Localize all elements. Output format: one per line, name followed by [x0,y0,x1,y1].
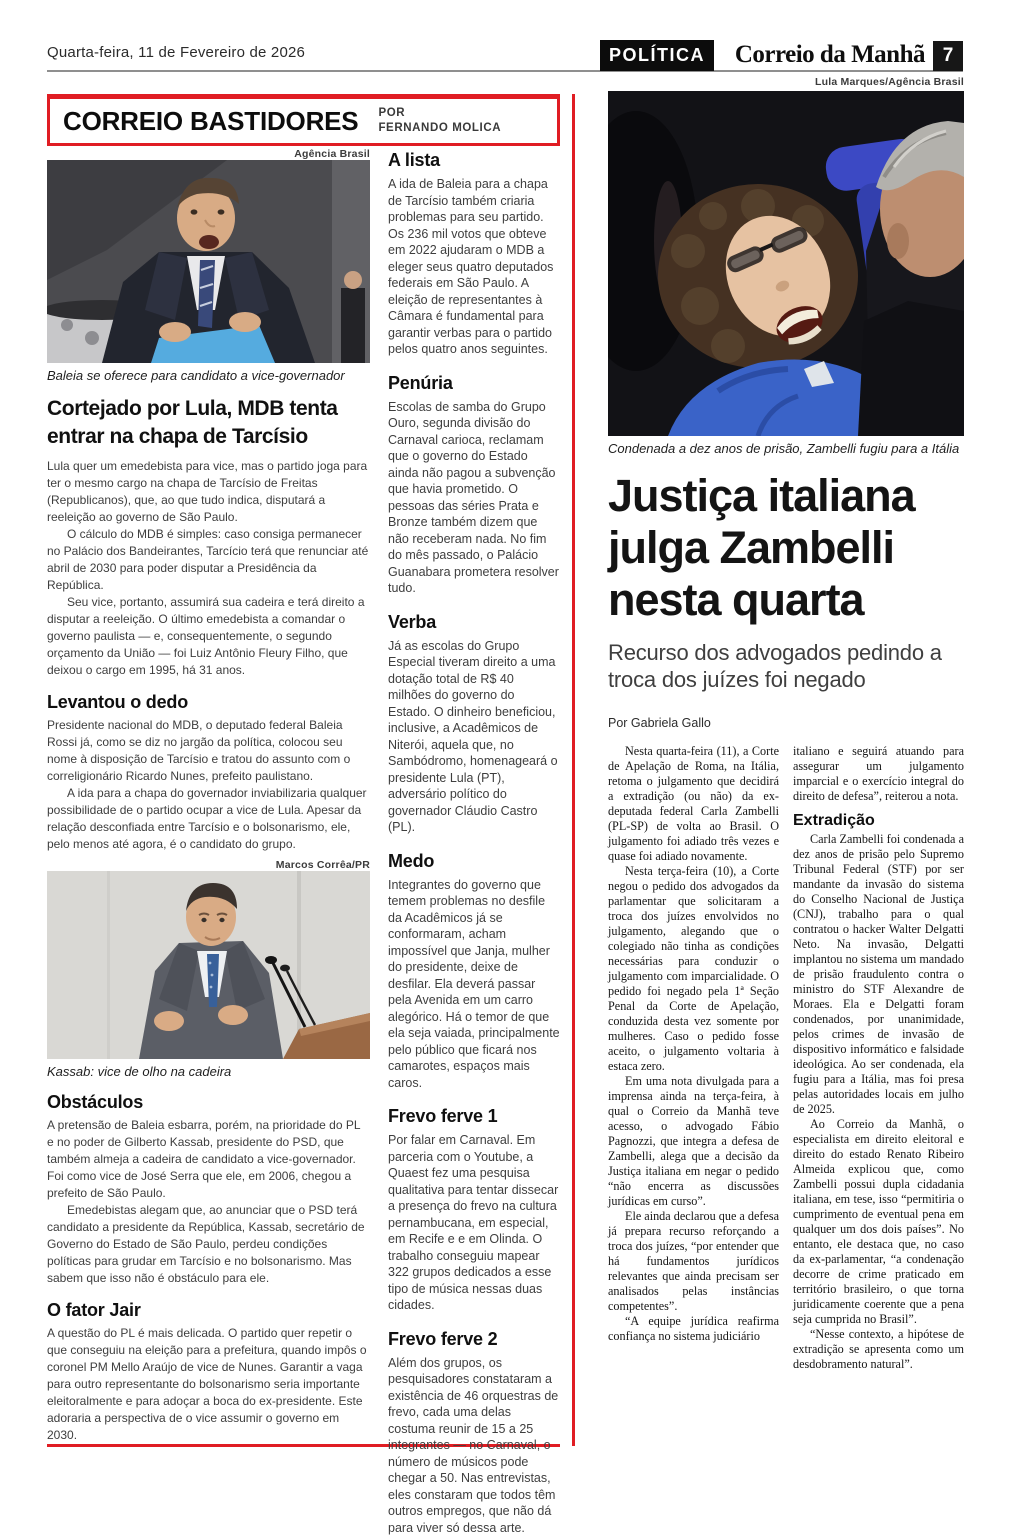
zambelli-column-1 [608,744,779,1372]
article-paragraph: Ao Correio da Manhã, o especialista em direito eleitoral e direito do estado Renato Ribeiro Almeida explicou que, como Zambelli possui dupla cidadania italiana, em tese, isso “permitiria o cumprimento de eventual pena em qualquer um dos dois países”. No entanto, ele destaca que, no caso da ex-parlamentar, “a condenação decorre de crime praticado em território brasileiro, o que torna juridicamente coerente que a pena seja cumprida no Brasil”. [793,1117,964,1327]
byline-prefix: POR [378,106,501,121]
zambelli-subtitle: Recurso dos advogados pedindo a troca dos juízes foi negado [608,639,964,694]
photo-credit: Marcos Corrêa/PR [47,859,370,871]
article-paragraph: “Nesse contexto, a hipótese de extradição se apresenta como um desdobramento natural”. [793,1327,964,1372]
bastidores-title: CORREIO BASTIDORES [63,106,358,137]
note-text: A ida de Baleia para a chapa de Tarcísio também criaria problemas para seu partido. Os 236 mil votos que obteve em 2022 ajudaram o MDB a eleger seus quatro deputados federais em São Paulo. A eleição de representantes à Câmara é fundamental para garantir verbas para o partido pelos quatro anos seguintes. [388,176,560,358]
article-paragraph: Ele ainda declarou que a defesa já prepara recurso reforçando a troca dos juízes, “por entender que há fundamentos jurídicos relevantes que ainda precisam ser analisados pelas instâncias competentes”. [608,1209,779,1314]
bastidores-notes-column [388,148,560,1536]
section-paragraph: A ida para a chapa do governador inviabilizaria qualquer possibilidade de o partido ocupar a vice de Lula. Apesar da relação desconfiada entre Tarcísio e o bolsonarismo, ele, pelo menos até agora, é o candidato do grupo. [47,785,370,853]
article-paragraph: Em uma nota divulgada para a imprensa ainda na terça-feira, à qual o Correio da Manhã teve acesso, o advogado Fábio Pagnozzi, que integra a defesa de Zambelli, alega que a decisão da Justiça italiana em negar o pedido “não encerra as discussões jurídicas em curso”. [608,1074,779,1209]
article-paragraph: “A equipe jurídica reafirma confiança no sistema judiciário [608,1314,779,1344]
article-paragraph: Carla Zambelli foi condenada a dez anos de prisão pelo Supremo Tribunal Federal (STF) por ser mandante da invasão do sistema do Conselho Nacional de Justiça (CNJ), trabalho para o qual contratou o hacker Walter Delgatti Neto. Na invasão, Delgatti implantou no sistema um mandado de prisão fraudulento contra o ministro do STF Alexandre de Moraes. Ela e Delgatti foram condenados, por unanimidade, pelos crimes de invasão de dispositivo informático e falsidade ideológica. Ao ser condenada, ela fugiu para a Itália, mas foi presa pelas autoridades locais em julho de 2025. [793,832,964,1117]
note-text: Além dos grupos, os pesquisadores constataram a existência de 46 orquestras de frevo, cada uma delas costuma reunir de 15 a 25 integrantes — no Carnaval, o número de músicos pode chegar a 50. Nas entrevistas, eles constaram que todos têm outros empregos, que não dá para viver só dessa arte. [388,1355,560,1536]
newspaper-masthead: Correio da Manhã [700,41,925,69]
note-text: Integrantes do governo que temem problemas no desfile da Acadêmicos já se conformaram, acham impossível que Janja, mulher do presidente, deixe de desfilar. Ela deverá passar pela Avenida em um carro alegórico. Há o temor de que ela seja vaiada, principalmente pelo público que ficará nos camarotes, espaços mais caros. [388,877,560,1092]
section-paragraph: Emedebistas alegam que, ao anunciar que o PSD terá candidato a presidente da República, Kassab, secretário de Governo do Estado de São Paulo, perdeu condições políticas para grudar em Tarcísio e no bolsonarismo. Mas sabem que isso não é obstáculo para ele. [47,1202,370,1287]
subheading-extradicao: Extradição [793,813,964,828]
note-text: Já as escolas do Grupo Especial tiveram direito a uma dotação total de R$ 40 milhões do governo do Estado. O dinheiro beneficiou, inclusive, a Acadêmicos de Niterói, aquela que, no Sambódromo, homenageará o presidente Lula (PT), adversário político do governador Cláudio Castro (PL). [388,638,560,836]
note-heading-penuria: Penúria [388,373,560,394]
note-heading-frevo-2: Frevo ferve 2 [388,1329,560,1350]
lead-paragraph: Lula quer um emedebista para vice, mas o partido joga para ter o mesmo cargo na chapa de Tarcísio de Freitas (Republicanos), que, ao que tudo indica, disputará a reeleição ao governo de São Paulo. [47,458,370,526]
bastidores-byline [378,106,501,136]
page-number: 7 [933,41,963,71]
photo-kassab-caption: Kassab: vice de olho na cadeira [47,1064,370,1079]
photo-kassab [47,871,370,1059]
article-paragraph: Nesta quarta-feira (11), a Corte de Apelação de Roma, na Itália, retoma o julgamento que decidirá a extradição (ou não) da ex-deputada federal Carla Zambelli (PL-SP) de volta ao Brasil. O julgamento foi adiado três vezes e quase foi adiado novamente. [608,744,779,864]
zambelli-column-2 [793,744,964,1372]
article-paragraph: Nesta terça-feira (10), a Corte negou o pedido dos advogados da parlamentar que solicitaram a troca dos juízes envolvidos no julgamento, alegando que o colegiado não tinha as condições necessárias para conduzir o julgamento com imparcialidade. O pedido foi negado pela 1ª Seção Penal da Corte de Apelação, conduzida desta vez somente por mulheres. Caso o pedido fosse aceito, o julgamento voltaria à estaca zero. [608,864,779,1074]
page-date: Quarta-feira, 11 de Fevereiro de 2026 [47,44,305,61]
header-rule [47,70,963,72]
photo-baleia-caption: Baleia se oferece para candidato a vice-governador [47,368,370,383]
photo-baleia [47,160,370,363]
zambelli-byline: Por Gabriela Gallo [608,716,964,730]
photo-credit: Agência Brasil [47,148,370,160]
note-text: Por falar em Carnaval. Em parceria com o Youtube, a Quaest fez uma pesquisa qualitativa para tentar dissecar a presença do frevo na cultura pernambucana, em especial, em Recife e e em Olinda. O trabalho conseguiu mapear 322 grupos dedicados a esse tipo de música nessas duas cidades. [388,1132,560,1314]
bastidores-title-frame [47,94,560,146]
photo-credit: Lula Marques/Agência Brasil [608,76,964,88]
note-heading-frevo-1: Frevo ferve 1 [388,1106,560,1127]
photo-zambelli [608,91,964,436]
note-heading-medo: Medo [388,851,560,872]
section-heading-fator-jair: O fator Jair [47,1300,370,1321]
lead-paragraph: Seu vice, portanto, assumirá sua cadeira e terá direito a disputar a reeleição. O último emedebista a comandar o governo paulista — e, consequentemente, o segundo orçamento da União — foi Luiz Antônio Fleury Filho, que deixou o cargo em 1995, há 31 anos. [47,594,370,679]
byline-name: FERNANDO MOLICA [378,121,501,136]
section-paragraph: A pretensão de Baleia esbarra, porém, na prioridade do PL e no poder de Gilberto Kassab, presidente do PSD, que também almeja a cadeira de candidato a vice-governador. Foi como vice de José Serra que ele, em 2006, chegou a prefeito de São Paulo. [47,1117,370,1202]
photo-zambelli-caption: Condenada a dez anos de prisão, Zambelli fugiu para a Itália [608,441,964,456]
note-text: Escolas de samba do Grupo Ouro, segunda divisão do Carnaval carioca, reclamam que o governo do Estado ainda não pagou a subvenção que havia prometido. O pessoas das séries Prata e Bronze também dizem que não receberam nada. No fim do mês passado, o Palácio Guanabara prometera resolver tudo. [388,399,560,597]
section-heading-obstaculos: Obstáculos [47,1092,370,1113]
bastidores-headline: Cortejado por Lula, MDB tenta entrar na chapa de Tarcísio [47,395,370,450]
section-paragraph: A questão do PL é mais delicada. O partido quer repetir o que conseguiu na eleição para a prefeitura, quando impôs o coronel PM Mello Araújo de vice de Nunes. Garantir a vaga para outro representante do bolsonarismo seria importante eleitoralmente e para adoçar a boca do ex-presidente. Este adoraria a perspectiva de o vice assumir o governo em 2030. [47,1325,370,1444]
note-heading-a-lista: A lista [388,150,560,171]
zambelli-body [608,744,964,1372]
zambelli-article [608,76,964,1372]
photo-baleia-illustration [47,160,370,363]
note-heading-verba: Verba [388,612,560,633]
lead-paragraph: O cálculo do MDB é simples: caso consiga permanecer no Palácio dos Bandeirantes, Tarcício terá que renunciar até abril de 2030 para poder disputar a Presidência da República. [47,526,370,594]
red-vertical-divider [572,94,575,1446]
article-paragraph: italiano e seguirá atuando para assegurar um julgamento imparcial e o exercício integral do direito de defesa”, reiterou a nota. [793,744,964,804]
photo-kassab-illustration [47,871,370,1059]
zambelli-headline: Justiça italiana julga Zambelli nesta quarta [608,470,964,627]
section-label: POLÍTICA [600,40,714,71]
section-heading-levantou: Levantou o dedo [47,692,370,713]
bastidores-main-column [47,148,370,1444]
photo-zambelli-illustration [608,91,964,436]
section-paragraph: Presidente nacional do MDB, o deputado federal Baleia Rossi já, como se diz no jargão da política, colocou seu nome à disposição de Tarcísio e tratou do assunto com o correligionário Ricardo Nunes, prefeito paulistano. [47,717,370,785]
